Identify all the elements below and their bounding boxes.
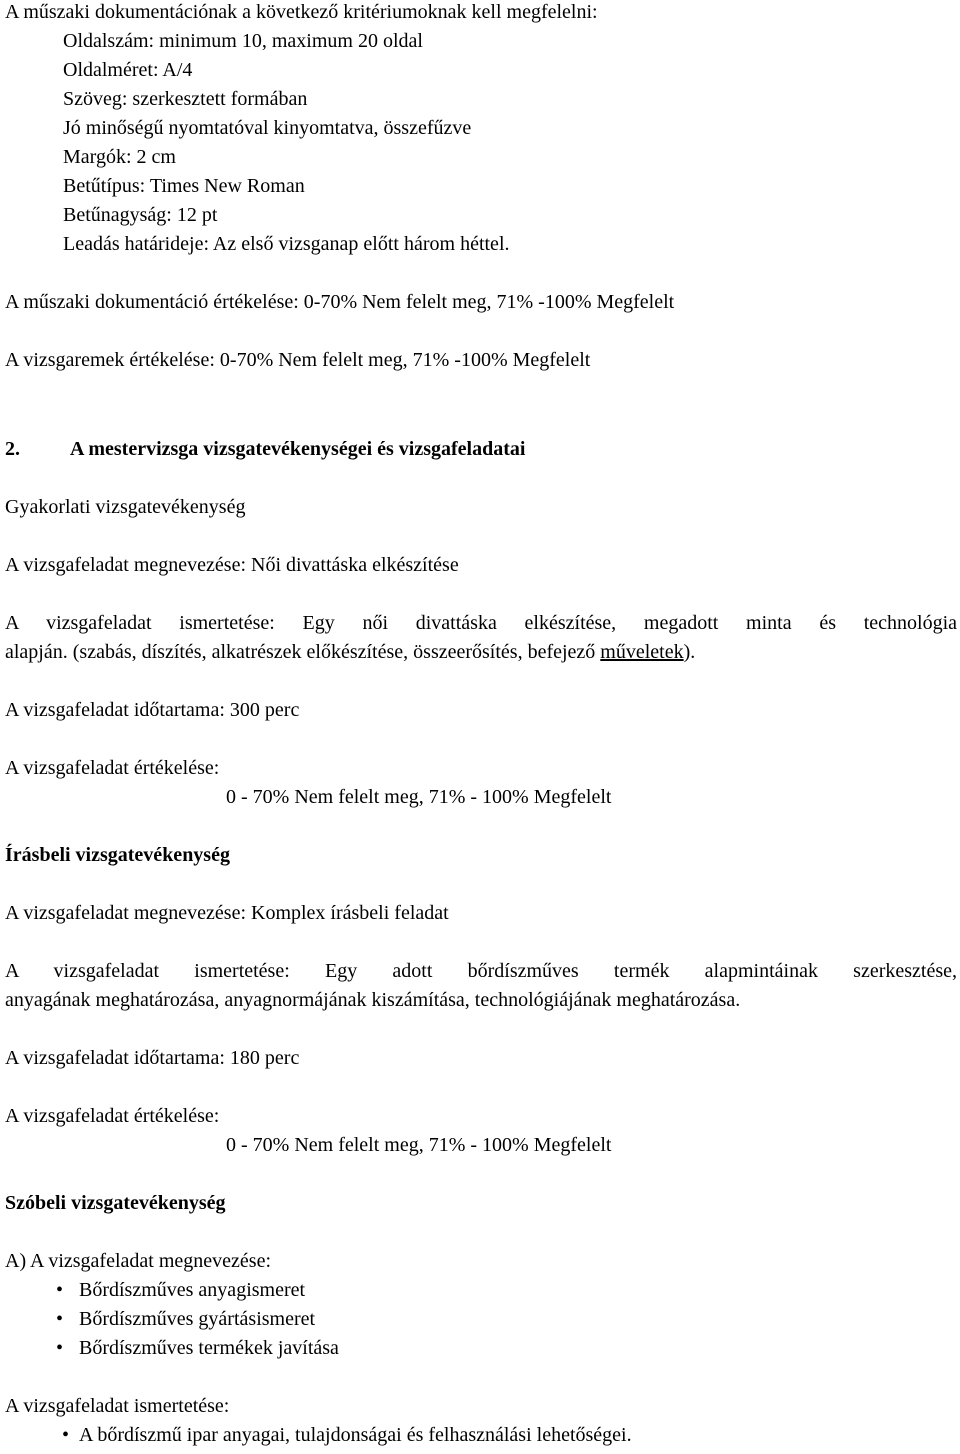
criteria-item: Margók: 2 cm — [63, 146, 176, 168]
criteria-item: Betűnagyság: 12 pt — [63, 204, 218, 226]
bullet-icon: • — [56, 1337, 64, 1359]
practical-task-name: A vizsgafeladat megnevezése: Női divattáska elkészítése — [5, 554, 459, 576]
written-task-description-line: A vizsgafeladat ismertetése: Egy adott bőrdíszműves termék alapmintáinak szerkesztése, — [5, 960, 957, 982]
written-duration: A vizsgafeladat időtartama: 180 perc — [5, 1047, 300, 1069]
written-eval-value: 0 - 70% Nem felelt meg, 71% - 100% Megfelelt — [226, 1134, 612, 1156]
bullet-icon: • — [62, 1424, 70, 1446]
criteria-intro: A műszaki dokumentációnak a következő kritériumoknak kell megfelelni: — [5, 1, 598, 23]
description-text: ). — [683, 641, 696, 663]
list-item: Bőrdíszműves anyagismeret — [79, 1279, 306, 1301]
criteria-item: Oldalszám: minimum 10, maximum 20 oldal — [63, 30, 423, 52]
underlined-term: műveletek — [600, 641, 684, 663]
section-number: 2. — [5, 438, 20, 460]
practical-eval-label: A vizsgafeladat értékelése: — [5, 757, 220, 779]
practical-task-description-line: A vizsgafeladat ismertetése: Egy női divattáska elkészítése, megadott minta és technológia — [5, 612, 957, 634]
practical-duration: A vizsgafeladat időtartama: 300 perc — [5, 699, 300, 721]
criteria-item: Oldalméret: A/4 — [63, 59, 193, 81]
criteria-item: Jó minőségű nyomtatóval kinyomtatva, összefűzve — [63, 117, 472, 139]
written-heading: Írásbeli vizsgatevékenység — [5, 844, 230, 866]
section-heading — [5, 437, 525, 461]
written-eval-label: A vizsgafeladat értékelése: — [5, 1105, 220, 1127]
practical-task-description-line — [5, 640, 695, 664]
written-task-description-line: anyagának meghatározása, anyagnormájának kiszámítása, technológiájának meghatározása. — [5, 989, 741, 1011]
list-item: A bőrdíszmű ipar anyagai, tulajdonságai és felhasználási lehetőségei. — [79, 1424, 632, 1446]
section-title: A mestervizsga vizsgatevékenységei és vizsgafeladatai — [70, 438, 526, 460]
list-item: Bőrdíszműves gyártásismeret — [79, 1308, 316, 1330]
bullet-icon: • — [56, 1308, 64, 1330]
criteria-item: Szöveg: szerkesztett formában — [63, 88, 308, 110]
oral-task-description-label: A vizsgafeladat ismertetése: — [5, 1395, 230, 1417]
description-text: alapján. (szabás, díszítés, alkatrészek előkészítése, összeerősítés, befejező — [5, 641, 601, 663]
criteria-item: Leadás határideje: Az első vizsganap előtt három héttel. — [63, 233, 510, 255]
written-task-name: A vizsgafeladat megnevezése: Komplex írásbeli feladat — [5, 902, 449, 924]
practical-eval-value: 0 - 70% Nem felelt meg, 71% - 100% Megfelelt — [226, 786, 612, 808]
oral-task-name-label: A) A vizsgafeladat megnevezése: — [5, 1250, 271, 1272]
bullet-icon: • — [56, 1279, 64, 1301]
list-item: Bőrdíszműves termékek javítása — [79, 1337, 339, 1359]
remek-evaluation: A vizsgaremek értékelése: 0-70% Nem felelt meg, 71% -100% Megfelelt — [5, 349, 591, 371]
oral-heading: Szóbeli vizsgatevékenység — [5, 1192, 226, 1214]
doc-evaluation: A műszaki dokumentáció értékelése: 0-70% Nem felelt meg, 71% -100% Megfelelt — [5, 291, 675, 313]
criteria-item: Betűtípus: Times New Roman — [63, 175, 305, 197]
practical-heading: Gyakorlati vizsgatevékenység — [5, 496, 246, 518]
